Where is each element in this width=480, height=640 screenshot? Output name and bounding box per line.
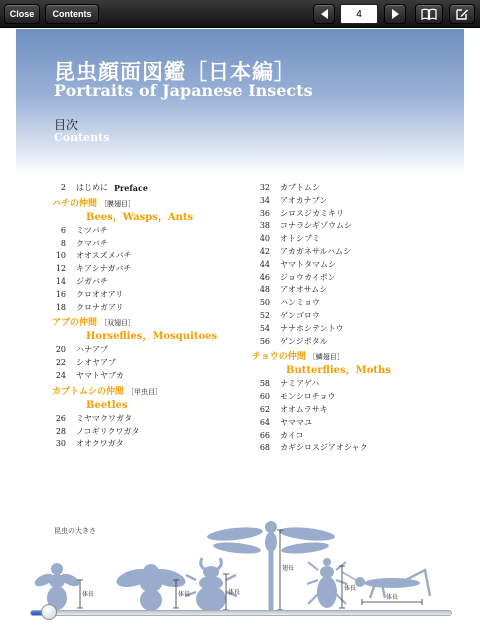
toc-entry-name: ミツバチ [76,225,108,235]
toc-entry[interactable] [252,284,462,297]
toc-page-number: 8 [60,238,66,248]
toc-entry-name: カギシロスジアオシャク [280,443,368,453]
toc-entry-name: ノコギリクワガタ [76,426,140,436]
measure-label: 体長 [82,592,95,598]
toc-entry-name: ハナアブ [76,345,108,355]
pencil-square-icon [455,7,469,21]
toc-page-number: 14 [55,276,66,286]
toc-entry-name: ゲンゴロウ [280,310,320,320]
toc-page-number: 58 [259,379,270,389]
toc-page-number: 40 [259,234,270,244]
page-title-english: Portraits of Japanese Insects [54,81,313,100]
toc-page-number: 28 [55,426,66,436]
toc-page-number: 32 [259,183,270,192]
toc-entry[interactable] [252,259,462,272]
toc-entry-name: シロスジカミキリ [280,208,344,218]
toc-entry[interactable] [52,225,252,238]
page-slider-knob[interactable] [41,604,57,620]
next-page-button[interactable] [384,4,406,24]
toc-entry-name: ヤマトタマムシ [280,259,336,269]
measure-label: 体長 [386,595,399,601]
toc-entry[interactable] [252,378,462,391]
toc-entry-name: シオヤアブ [76,358,116,368]
toc-entry-name: ゲンジボタル [280,336,328,346]
toc-right-beetle-items [252,182,462,348]
page-number-field[interactable]: 4 [340,4,378,24]
section-heading-butterflies [252,350,462,364]
toc-page-number: 6 [60,225,66,235]
measure-label: 翅長 [282,566,295,572]
section-order-tag: ［双翅目］ [100,319,136,328]
section-heading [52,197,252,211]
toolbar [0,0,480,28]
ground-beetle-silhouette [307,558,347,608]
toc-page-number: 56 [259,336,270,346]
toc-entry-name: アオオサムシ [280,285,328,295]
toc-entry[interactable] [252,430,462,443]
section-order-tag: ［膜翅目］ [100,199,136,208]
toc-entry[interactable] [52,289,252,302]
page-slider-track[interactable] [30,610,452,616]
section-order-tag: ［鱗翅目］ [308,353,344,362]
toc-entry[interactable] [252,246,462,259]
toc-entry-name: ジガバチ [76,276,108,286]
toc-entry[interactable] [252,442,462,455]
toc-entry[interactable] [252,233,462,246]
toc-entry[interactable] [52,250,252,263]
toc-page-number: 46 [259,272,270,282]
toc-page-number: 36 [259,208,270,218]
section-heading-english: Bees，Wasps，Ants [86,211,194,223]
toc-entry-name: アオカナブン [280,195,328,205]
section-heading-english: Beetles [86,399,128,411]
toc-entry-name: コナラシギゾウムシ [280,221,352,231]
toc-page-number: 2 [60,183,66,192]
toc-page-number: 22 [55,358,66,368]
toc-entry[interactable] [252,272,462,285]
toc-preface-japanese: はじめに [76,183,108,192]
toc-entry-name: カイコ [280,430,304,440]
bee-silhouette [33,563,81,610]
toc-page-number: 16 [55,289,66,299]
toc-page-number: 48 [259,285,270,295]
toc-page-number: 64 [259,417,270,427]
toc-page-number: 44 [259,259,270,269]
toc-right-column [252,182,462,455]
triangle-right-icon [392,9,399,19]
section-heading-english: Butterflies，Moths [286,365,391,377]
toc-entry-name: オオムラサキ [280,404,328,414]
toc-page-number: 54 [259,323,270,333]
contents-heading-japanese: 目次 [54,118,79,132]
toc-left-sections [52,197,252,451]
bookmarks-button[interactable] [415,4,443,24]
section-heading-label: カブトムシの仲間 [52,386,125,397]
toc-entry-name: ミヤマクワガタ [76,413,132,423]
toc-entry-name: クマバチ [76,238,108,248]
toc-entry[interactable] [52,263,252,276]
toc-page-number: 24 [55,370,66,380]
grasshopper-silhouette [342,570,430,598]
insect-size-comparison [30,520,460,612]
toc-entry[interactable] [52,344,252,357]
edit-button[interactable] [449,4,475,24]
contents-heading-english: Contents [54,131,110,144]
measure-label: 体長 [344,586,357,592]
toc-page-number: 62 [259,404,270,414]
toc-page-number: 10 [55,251,66,261]
toc-entry[interactable] [252,336,462,349]
section-heading-label: チョウの仲間 [252,352,306,363]
toc-entry[interactable] [252,220,462,233]
triangle-left-icon [321,9,328,19]
horsefly-silhouette [115,564,191,611]
toc-entry[interactable] [252,391,462,404]
toc-entry[interactable] [252,297,462,310]
header-gradient [16,29,464,174]
toc-preface-english: Preface [114,183,148,193]
toc-right-butterfly-items [252,378,462,455]
toc-entry[interactable] [252,323,462,336]
section-heading-label: ハチの仲間 [52,198,98,209]
insect-size-label: 昆虫の大きさ [54,528,96,535]
toc-page-number: 38 [259,221,270,231]
toc-page-number: 12 [55,264,66,274]
toc-page-number: 42 [259,246,270,256]
toc-entry[interactable] [52,438,252,451]
toc-page-number: 66 [259,430,270,440]
previous-page-button[interactable] [313,4,335,24]
toc-entry[interactable] [52,238,252,251]
toc-entry[interactable] [52,370,252,383]
toc-page-number: 20 [55,345,66,355]
section-heading-english: Horseflies，Mosquitoes [86,331,218,343]
toc-entry-name: アカガネサルハムシ [280,246,351,256]
toc-entry-name: オトシブミ [280,234,320,244]
toc-entry-name: ナミアゲハ [280,379,320,389]
toc-entry[interactable] [252,417,462,430]
toc-entry[interactable] [252,195,462,208]
section-heading-label: アブの仲間 [52,318,98,329]
section-order-tag: ［甲虫目］ [127,387,163,396]
toc-entry-name: クロナガアリ [76,302,124,312]
toc-entry[interactable] [52,357,252,370]
toc-entry[interactable] [252,404,462,417]
beetle-silhouette [185,558,237,612]
toc-left-column [52,182,252,451]
contents-button[interactable]: Contents [45,4,99,24]
toc-page-number: 34 [259,195,270,205]
toc-entry-name: オオスズメバチ [76,251,132,261]
toc-entry[interactable] [252,310,462,323]
toc-entry-preface[interactable] [52,182,252,195]
toc-entry[interactable] [52,426,252,439]
toc-entry-name: キアシナガバチ [76,264,132,274]
toc-entry-name: モンシロチョウ [280,392,336,402]
close-button[interactable]: Close [4,4,40,24]
toc-page-number: 52 [259,310,270,320]
open-book-icon [421,8,437,20]
toc-page-number: 60 [259,392,270,402]
toc-entry-name: ジョウカイボン [280,272,336,282]
toc-entry-name: ナナホシテントウ [280,323,344,333]
toc-entry[interactable] [52,302,252,315]
page-title-japanese: 昆虫顔面図鑑［日本編］ [54,59,296,84]
measure-label: 体長 [178,592,191,598]
toc-entry[interactable] [52,276,252,289]
toc-entry-name: カブトムシ [280,183,320,192]
toc-entry[interactable] [52,413,252,426]
toc-entry[interactable] [252,208,462,221]
toc-page-number: 68 [259,443,270,453]
toc-entry-name: ヤマトヤブカ [76,370,124,380]
toc-entry-name: ハンミョウ [280,298,320,308]
toc-page-number: 18 [55,302,66,312]
toc-page-number: 30 [55,439,66,449]
section-heading [52,316,252,330]
toc-page-number: 50 [259,298,270,308]
toc-page-number: 26 [55,413,66,423]
toc-entry[interactable] [252,182,462,195]
measure-label: 体長 [228,590,241,596]
toc-entry-name: クロオオアリ [76,289,124,299]
section-heading [52,385,252,399]
toc-entry-name: ヤママユ [280,417,312,427]
toc-entry-name: オオクワガタ [76,439,124,449]
